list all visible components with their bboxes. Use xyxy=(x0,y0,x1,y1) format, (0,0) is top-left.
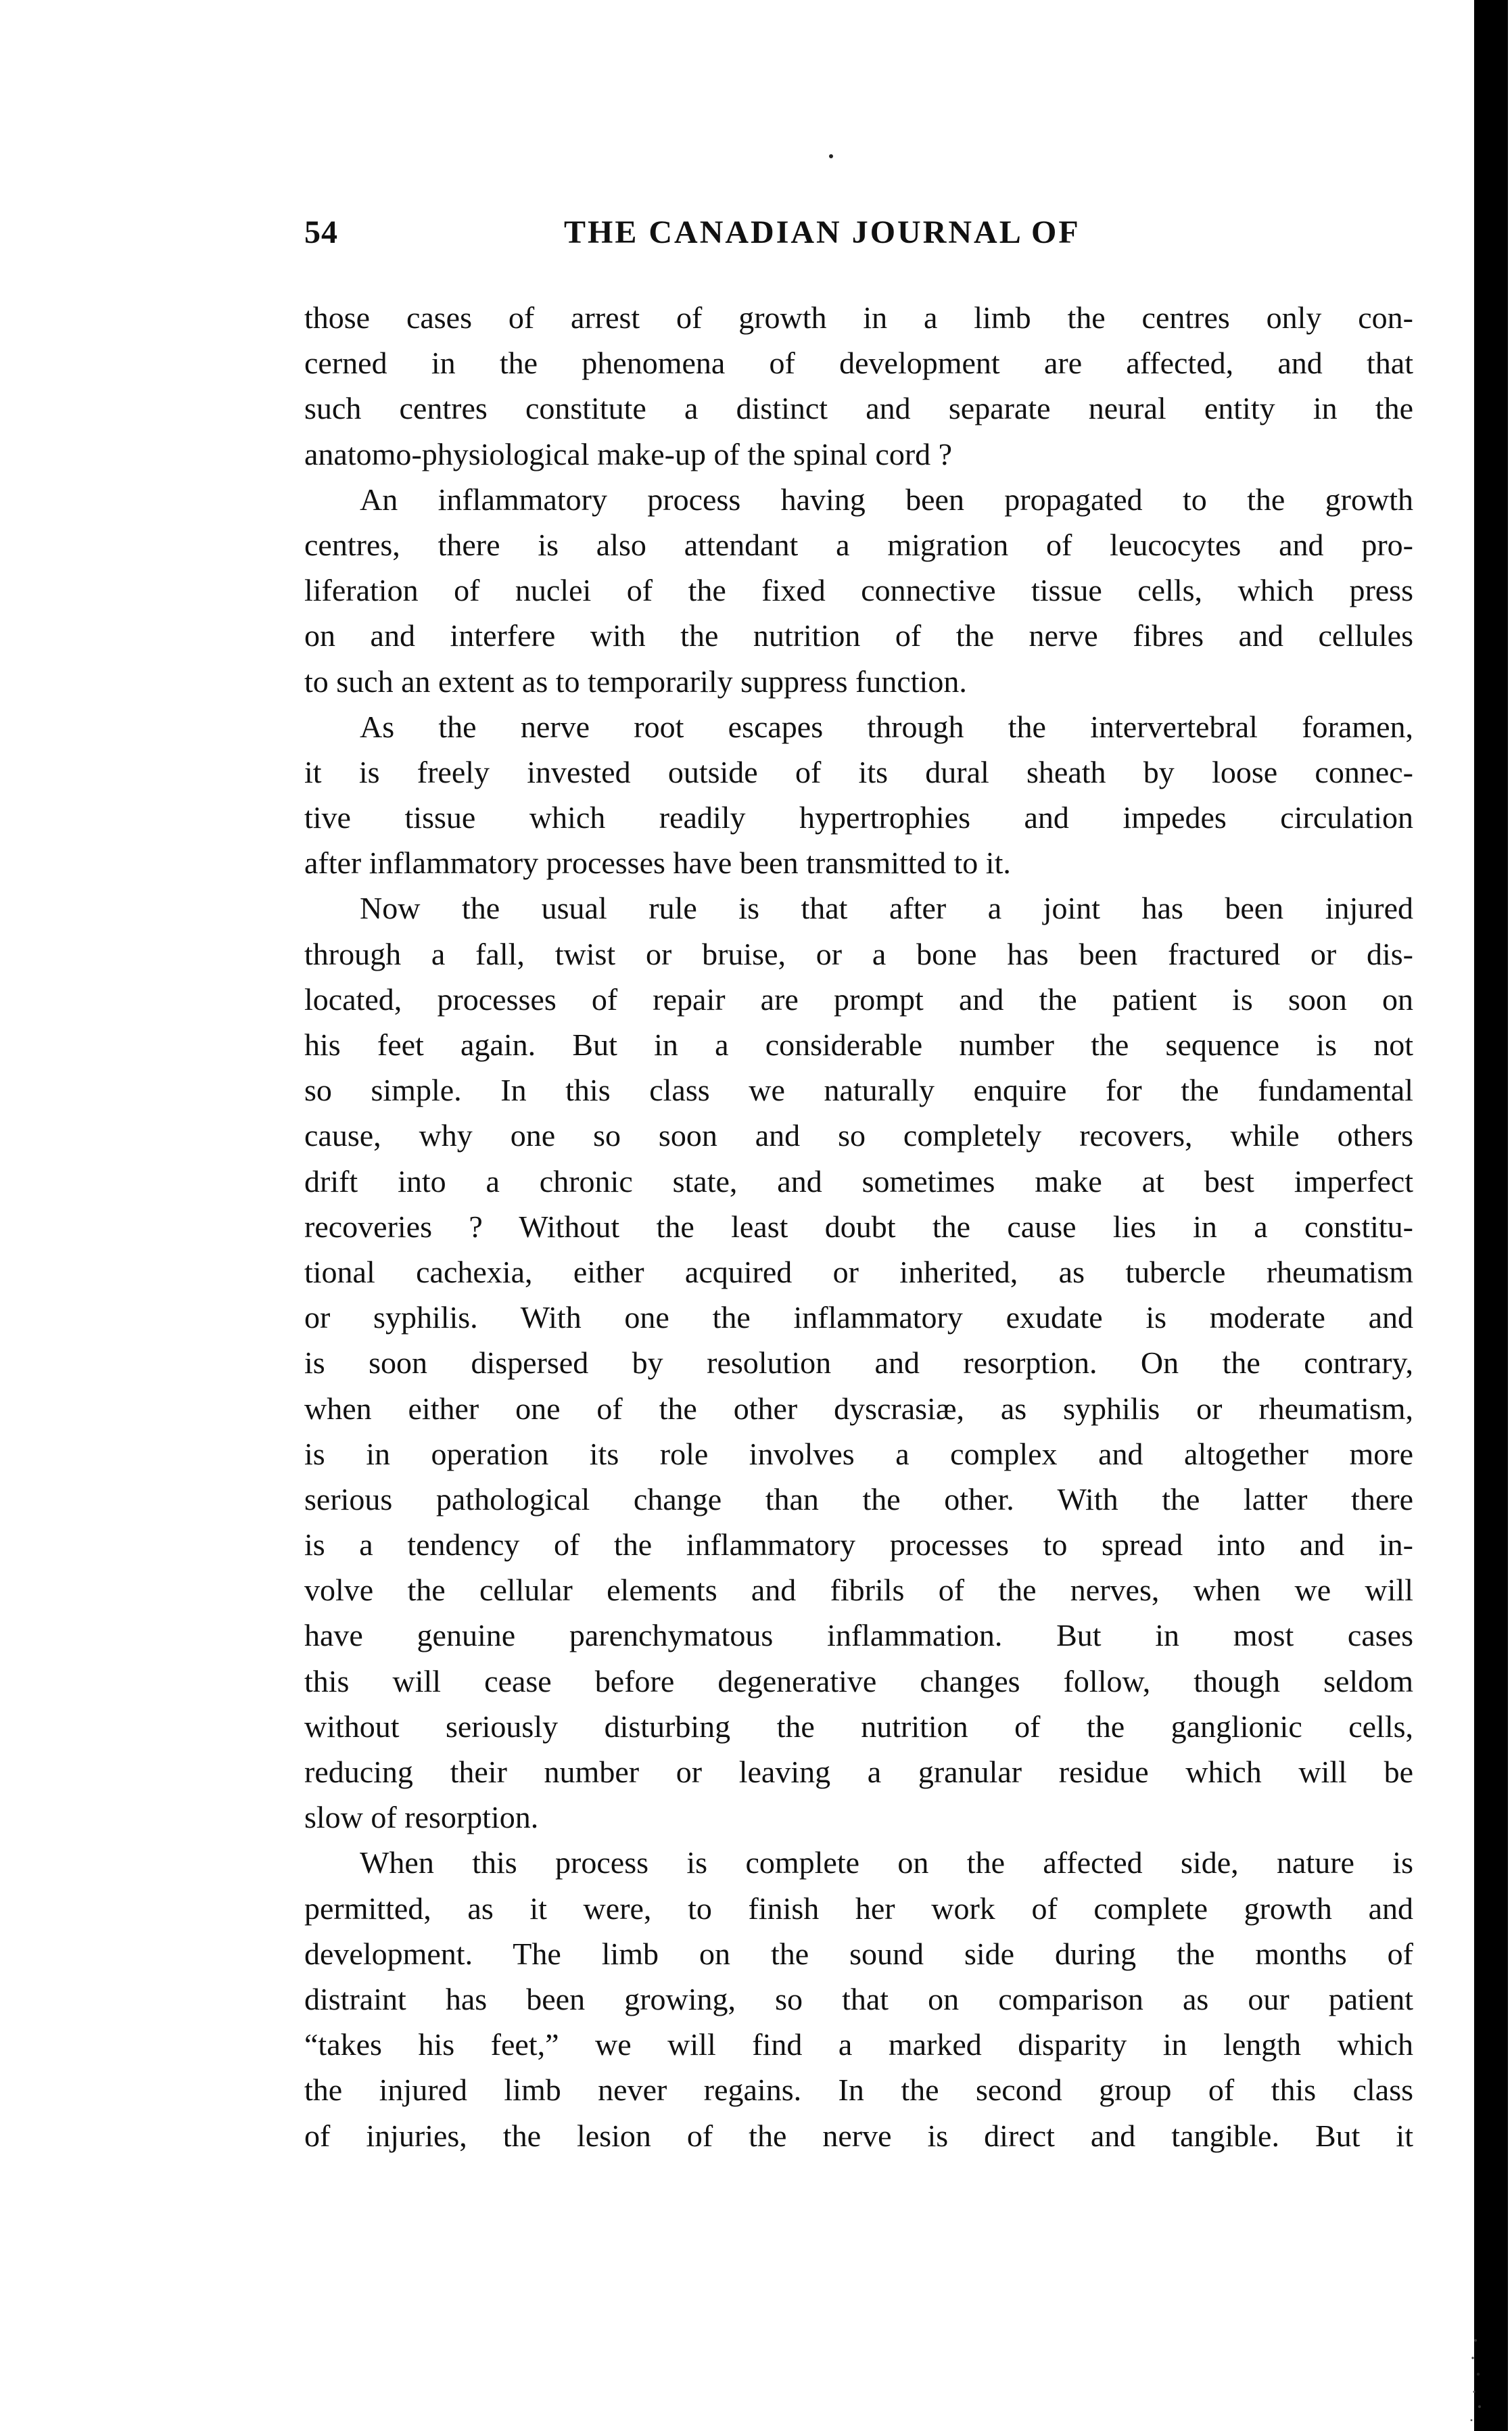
text-line: tive tissue which readily hypertrophies and impedes circulation xyxy=(304,800,1413,835)
text-line: anatomo-physiological make-up of the spinal cord ? xyxy=(304,436,953,471)
text-line: is in operation its role involves a complex and altogether more xyxy=(304,1436,1413,1471)
paragraph xyxy=(304,1840,1413,2158)
text-line: tional cachexia, either acquired or inherited, as tubercle rheumatism xyxy=(304,1254,1413,1289)
text-line: “takes his feet,” we will find a marked disparity in length which xyxy=(304,2027,1413,2062)
text-line: reducing their number or leaving a granular residue which will be xyxy=(304,1755,1413,1789)
text-line: through a fall, twist or bruise, or a bone has been fractured or dis- xyxy=(304,936,1413,971)
text-line: those cases of arrest of growth in a limb the centres only con- xyxy=(304,300,1413,335)
text-line: without seriously disturbing the nutrition of the ganglionic cells, xyxy=(304,1709,1413,1744)
text-line: after inflammatory processes have been transmitted to it. xyxy=(304,846,1011,881)
body-text xyxy=(304,295,1413,2158)
text-line: permitted, as it were, to finish her work of complete growth and xyxy=(304,1891,1413,1926)
text-line: As the nerve root escapes through the intervertebral foramen, xyxy=(360,709,1413,744)
journal-title: THE CANADIAN JOURNAL OF xyxy=(564,214,1081,250)
paragraph xyxy=(304,477,1413,704)
text-line: An inflammatory process having been propagated to the growth xyxy=(360,482,1413,517)
text-line: When this process is complete on the affected side, nature is xyxy=(360,1845,1413,1880)
text-line: of injuries, the lesion of the nerve is direct and tangible. But it xyxy=(304,2118,1413,2153)
page-number: 54 xyxy=(304,214,338,250)
text-line: this will cease before degenerative changes follow, though seldom xyxy=(304,1663,1413,1698)
text-line: liferation of nuclei of the fixed connective tissue cells, which press xyxy=(304,573,1413,608)
text-line: cause, why one so soon and so completely recovers, while others xyxy=(304,1118,1413,1153)
scan-edge-bar xyxy=(1474,0,1508,2431)
scan-speck xyxy=(829,154,833,158)
text-line: is soon dispersed by resolution and resorption. On the contrary, xyxy=(304,1345,1413,1381)
text-line: so simple. In this class we naturally enquire for the fundamental xyxy=(304,1073,1413,1108)
text-line: distraint has been growing, so that on comparison as our patient xyxy=(304,1981,1413,2016)
running-head xyxy=(304,214,1400,261)
paragraph xyxy=(304,885,1413,1840)
text-line: recoveries ? Without the least doubt the cause lies in a constitu- xyxy=(304,1209,1413,1244)
text-line: is a tendency of the inflammatory processes to spread into and in- xyxy=(304,1527,1413,1562)
text-line: development. The limb on the sound side during the months of xyxy=(304,1936,1413,1971)
text-line: have genuine parenchymatous inflammation. But in most cases xyxy=(304,1618,1413,1653)
text-line: such centres constitute a distinct and separate neural entity in the xyxy=(304,391,1413,426)
text-line: serious pathological change than the other. With the latter there xyxy=(304,1481,1413,1517)
paragraph xyxy=(304,295,1413,477)
paragraph xyxy=(304,704,1413,886)
text-line: his feet again. But in a considerable number the sequence is not xyxy=(304,1027,1413,1062)
text-line: drift into a chronic state, and sometimes make at best imperfect xyxy=(304,1163,1413,1199)
text-line: to such an extent as to temporarily suppress function. xyxy=(304,664,967,699)
text-line: cerned in the phenomena of development are affected, and that xyxy=(304,346,1413,381)
text-line: when either one of the other dyscrasiæ, as syphilis or rheumatism, xyxy=(304,1391,1413,1426)
text-line: centres, there is also attendant a migration of leucocytes and pro- xyxy=(304,527,1413,562)
text-line: located, processes of repair are prompt and the patient is soon on xyxy=(304,981,1413,1017)
text-line: the injured limb never regains. In the second group of this class xyxy=(304,2073,1413,2108)
text-line: on and interfere with the nutrition of the nerve fibres and cellules xyxy=(304,618,1413,653)
text-line: volve the cellular elements and fibrils of the nerves, when we will xyxy=(304,1573,1413,1608)
text-line: it is freely invested outside of its dural sheath by loose connec- xyxy=(304,754,1413,789)
text-line: or syphilis. With one the inflammatory exudate is moderate and xyxy=(304,1300,1413,1335)
text-line: Now the usual rule is that after a joint has been injured xyxy=(360,891,1413,926)
text-line: slow of resorption. xyxy=(304,1800,539,1835)
scan-edge-specks xyxy=(1447,2327,1488,2428)
